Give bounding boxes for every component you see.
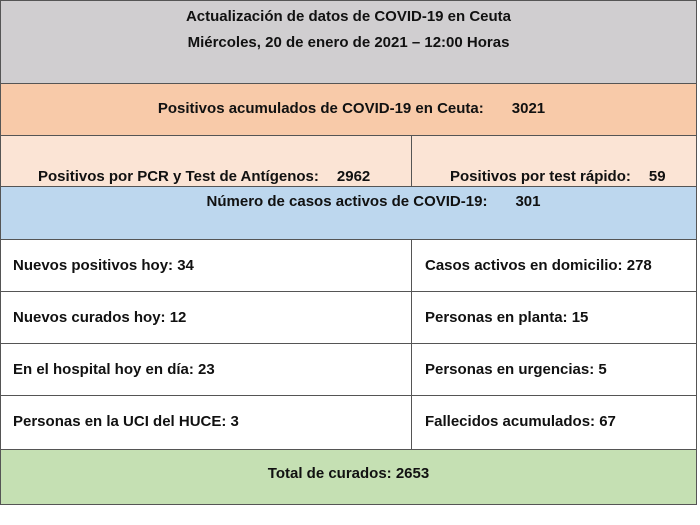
persons-in-ward: Personas en planta: 15 <box>425 309 589 326</box>
persons-in-emergency: Personas en urgencias: 5 <box>425 361 607 378</box>
total-recovered: Total de curados: 2653 <box>267 465 430 482</box>
total-recovered-row <box>0 449 697 505</box>
persons-in-icu: Personas en la UCI del HUCE: 3 <box>13 413 239 430</box>
in-hospital-today: En el hospital hoy en día: 23 <box>13 361 215 378</box>
positives-breakdown-row <box>0 135 697 186</box>
accumulated-positives-row <box>0 83 697 135</box>
report-title: Actualización de datos de COVID-19 en Ceuta <box>185 8 512 25</box>
report-header <box>0 0 697 83</box>
accumulated-deaths: Fallecidos acumulados: 67 <box>425 413 616 430</box>
column-divider <box>411 240 412 291</box>
column-divider <box>411 396 412 449</box>
rapid-label: Positivos por test rápido: <box>450 168 631 185</box>
pcr-value: 2962 <box>336 168 371 185</box>
active-label: Número de casos activos de COVID-19: <box>206 193 488 210</box>
table-row <box>0 343 697 395</box>
column-divider <box>411 344 412 395</box>
rapid-value: 59 <box>648 168 666 185</box>
accumulated-label: Positivos acumulados de COVID-19 en Ceuta: <box>157 100 484 117</box>
table-row <box>0 239 697 291</box>
new-positives-today: Nuevos positivos hoy: 34 <box>13 257 194 274</box>
report-date: Miércoles, 20 de enero de 2021 – 12:00 Horas <box>187 34 510 51</box>
table-row <box>0 291 697 343</box>
active-value: 301 <box>515 193 541 210</box>
pcr-label: Positivos por PCR y Test de Antígenos: <box>38 168 319 185</box>
table-row <box>0 395 697 449</box>
active-at-home: Casos activos en domicilio: 278 <box>425 257 652 274</box>
new-recovered-today: Nuevos curados hoy: 12 <box>13 309 187 326</box>
column-divider <box>411 136 412 186</box>
column-divider <box>411 292 412 343</box>
active-cases-row <box>0 186 697 239</box>
accumulated-value: 3021 <box>511 100 546 117</box>
